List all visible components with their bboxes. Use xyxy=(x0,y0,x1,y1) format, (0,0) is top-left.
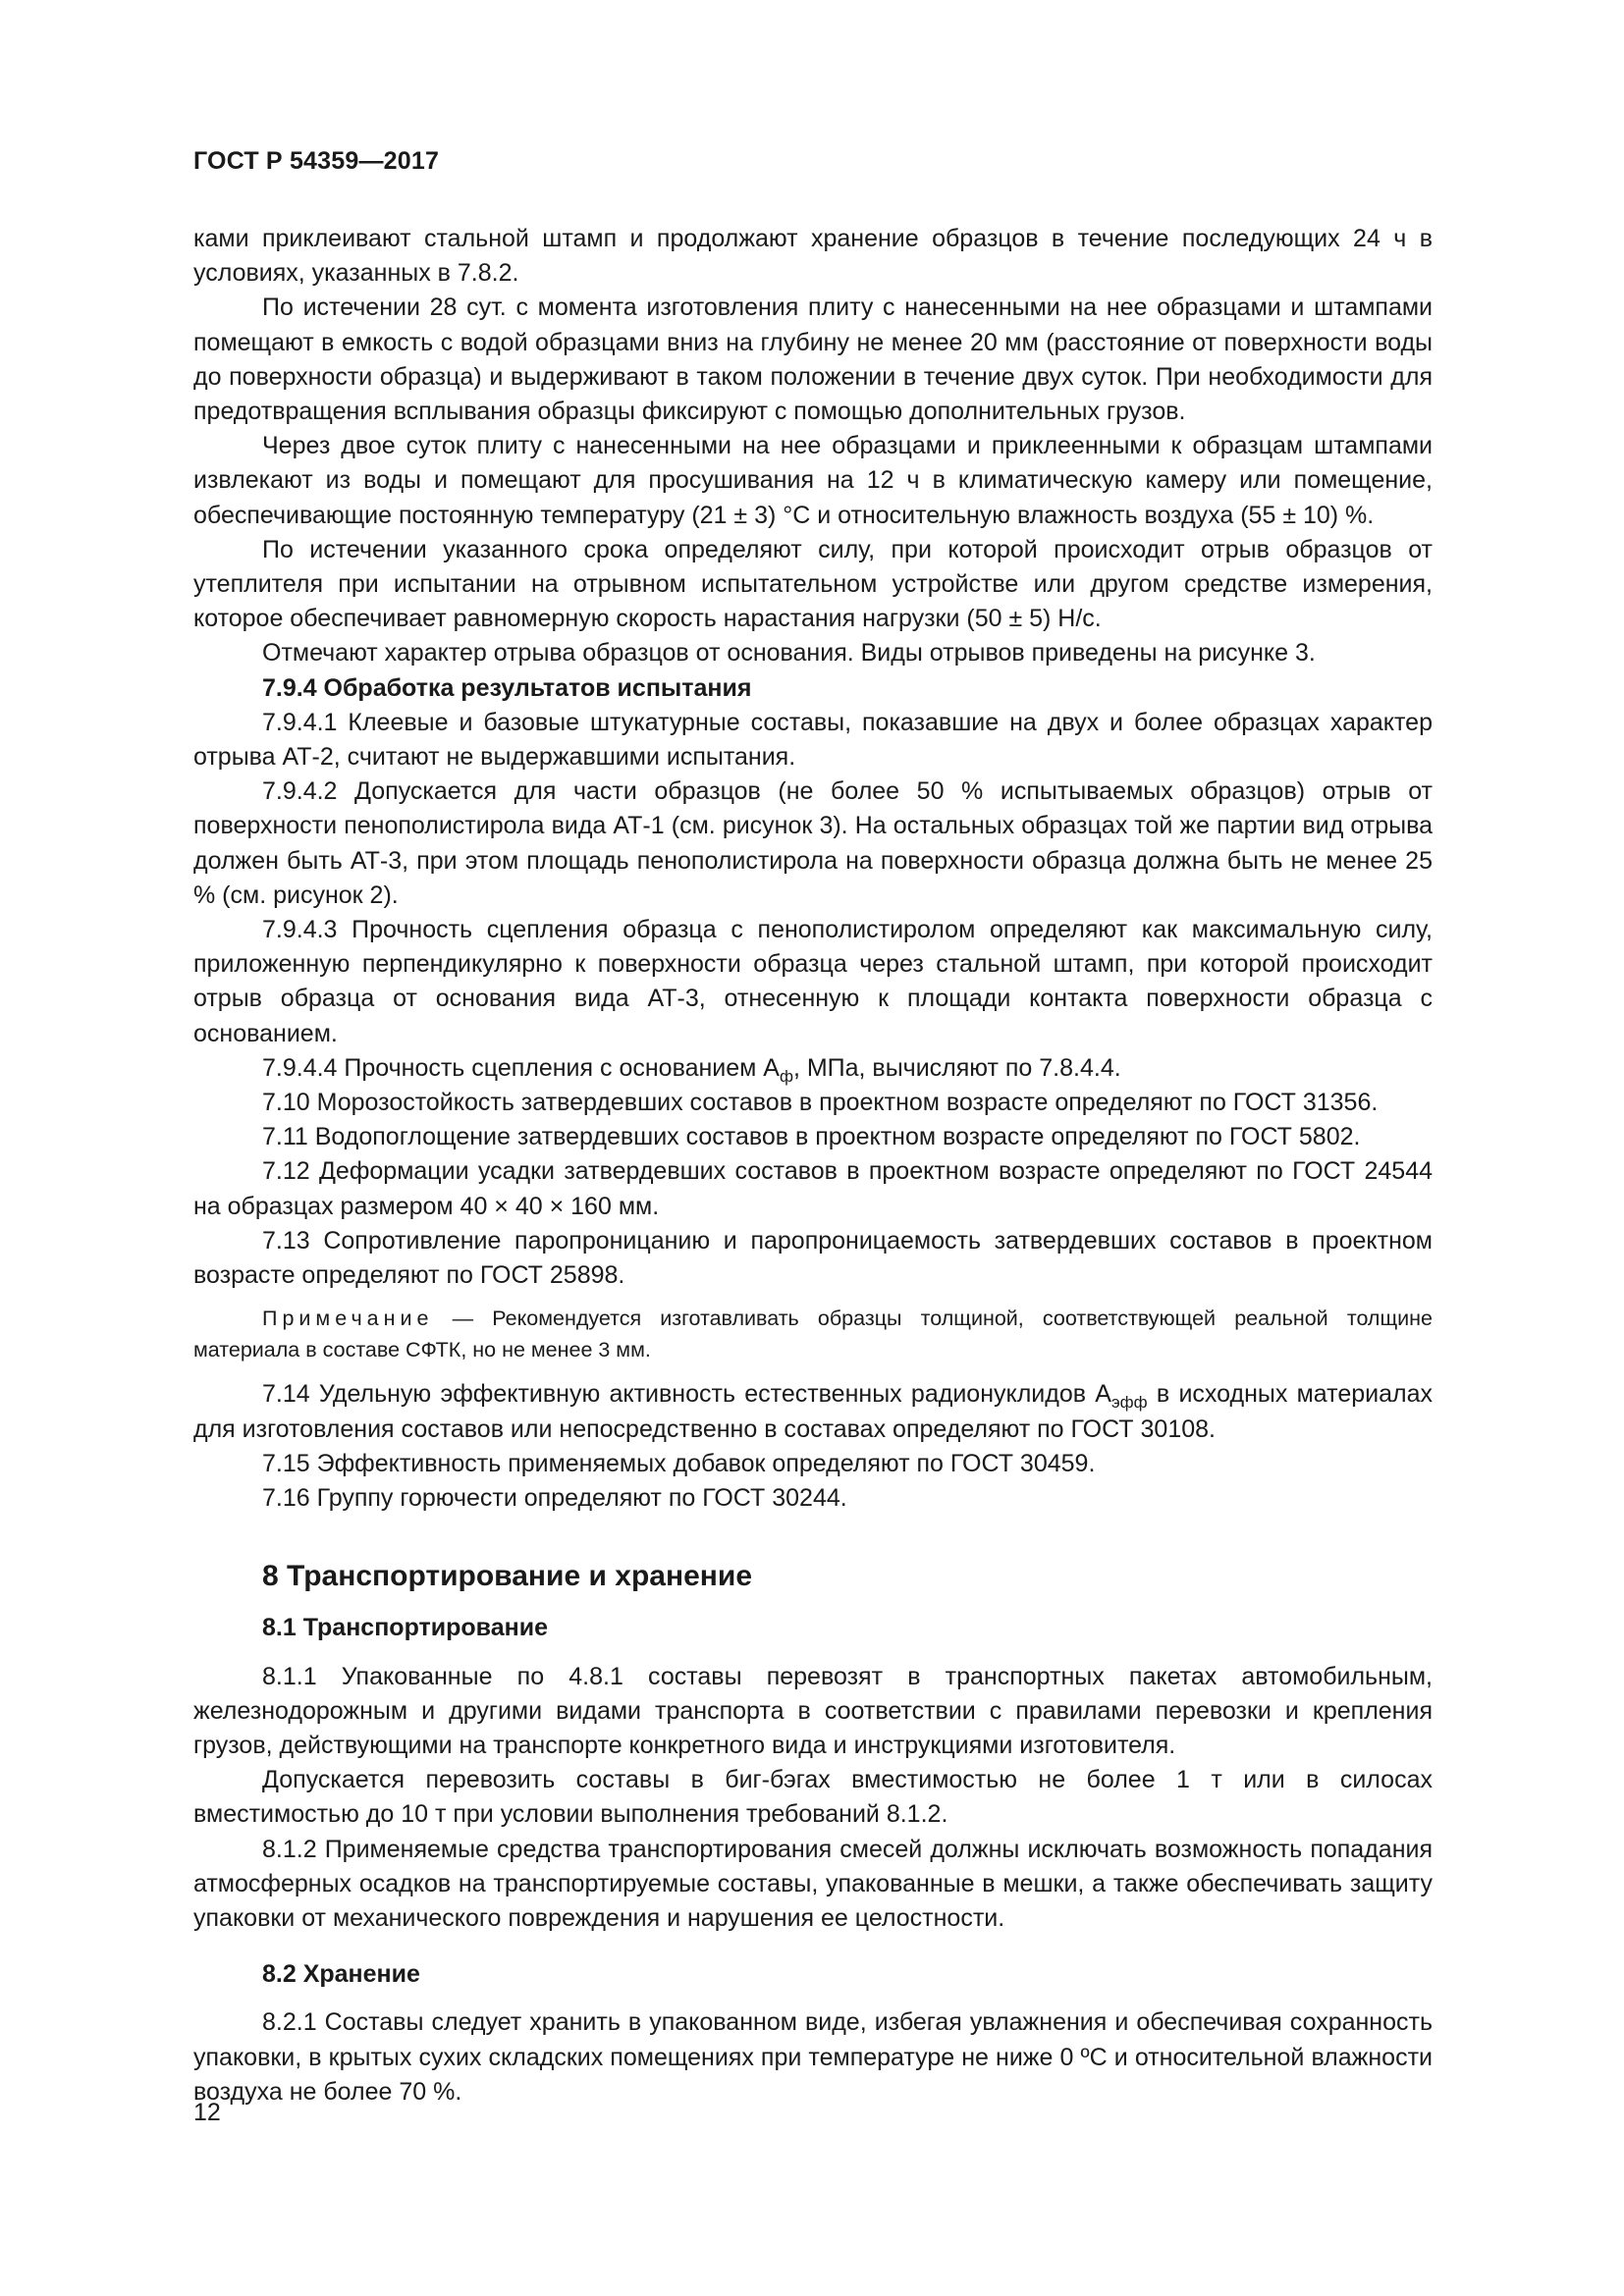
paragraph-7-11: 7.11 Водопоглощение затвердевших составов в проектном возрасте определяют по ГОСТ 5802. xyxy=(262,1123,1361,1151)
paragraph-7-16: 7.16 Группу горючести определяют по ГОСТ 30244. xyxy=(262,1483,847,1512)
paragraph-7-9-4-2: 7.9.4.2 Допускается для части образцов (не более 50 % испытываемых образцов) отрыв от поверхности пенополистирола вида АТ-1 (см. рисунок 3). На остальных образцах той же партии вид отрыва должен быть АТ-3, при этом площадь пенополистирола на поверхности образца должна быть не менее 25 % (см. рисунок 2). xyxy=(193,777,1433,909)
paragraph-8-2-1: 8.2.1 Составы следует хранить в упакованном виде, избегая увлажнения и обеспечивая сохранность упаковки, в крытых сухих складских помещениях при температуре не ниже 0 ºС и относительной влажности воздуха не более 70 %. xyxy=(193,2008,1433,2106)
paragraph-7-14: 7.14 Удельную эффективную активность естественных радионуклидов $А_{эфф}$ в исходных материалах для изготовления составов или непосредственно в составах определяют по ГОСТ 30108. xyxy=(193,1380,1433,1443)
paragraph-7-9-4-1: 7.9.4.1 Клеевые и базовые штукатурные составы, показавшие на двух и более образцах характер отрыва АТ-2, считают не выдержавшими испытания. xyxy=(193,708,1433,772)
paragraph-28-days: По истечении 28 сут. с момента изготовления плиту с нанесенными на нее образцами и штампами помещают в емкость с водой образцами вниз на глубину не менее 20 мм (расстояние от поверхности воды до поверхности образца) и выдерживают в таком положении в течение двух суток. При необходимости для предотвращения всплывания образцы фиксируют с помощью дополнительных грузов. xyxy=(193,294,1433,426)
paragraph-force: По истечении указанного срока определяют силу, при которой происходит отрыв образцов от утеплителя при испытании на отрывном испытательном устройстве или другом средстве измерения, которое обеспечивает равномерную скорость нарастания нагрузки (50 ± 5) Н/с. xyxy=(193,535,1433,633)
document-code: ГОСТ Р 54359—2017 xyxy=(193,147,440,175)
subscript-eff: эфф xyxy=(1110,1393,1148,1413)
document-body xyxy=(193,222,1433,2109)
paragraph-big-bag: Допускается перевозить составы в биг-бэгах вместимостью не более 1 т или в силосах вместимостью до 10 т при условии выполнения требований 8.1.2. xyxy=(193,1766,1433,1829)
section-8-title: 8 Транспортирование и хранение xyxy=(262,1560,753,1593)
note xyxy=(193,1303,1433,1365)
paragraph-mark-type: Отмечают характер отрыва образцов от основания. Виды отрывов приведены на рисунке 3. xyxy=(262,639,1316,667)
paragraph-7-13: 7.13 Сопротивление паропроницанию и паропроницаемость затвердевших составов в проектном возрасте определяют по ГОСТ 25898. xyxy=(193,1226,1433,1290)
heading-8-1: 8.1 Транспортирование xyxy=(262,1614,548,1642)
note-label: Примечание xyxy=(262,1307,434,1331)
paragraph-7-12: 7.12 Деформации усадки затвердевших составов в проектном возрасте определяют по ГОСТ 24544 на образцах размером 40 × 40 × 160 мм. xyxy=(193,1157,1433,1220)
paragraph-7-9-4-4: 7.9.4.4 Прочность сцепления с основанием $А_ф$, МПа, вычисляют по 7.8.4.4. xyxy=(262,1053,1121,1086)
subscript-f: ф xyxy=(779,1066,793,1086)
paragraph-drying: Через двое суток плиту с нанесенными на нее образцами и приклеенными к образцам штампами извлекают из воды и помещают для просушивания на 12 ч в климатическую камеру или помещение, обеспечивающие постоянную температуру (21 ± 3) °С и относительную влажность воздуха (55 ± 10) %. xyxy=(193,432,1433,529)
paragraph-8-1-1: 8.1.1 Упакованные по 4.8.1 составы перевозят в транспортных пакетах автомобильным, железнодорожным и другими видами транспорта в соответствии с правилами перевозки и крепления грузов, действующими на транспорте конкретного вида и инструкциями изготовителя. xyxy=(193,1662,1433,1759)
paragraph-7-9-4-3: 7.9.4.3 Прочность сцепления образца с пенополистиролом определяют как максимальную силу, приложенную перпендикулярно к поверхности образца через стальной штамп, при которой происходит отрыв образца от основания вида АТ-3, отнесенную к площади контакта поверхности образца с основанием. xyxy=(193,916,1433,1047)
heading-8-2: 8.2 Хранение xyxy=(262,1960,420,1989)
heading-7-9-4: 7.9.4 Обработка результатов испытания xyxy=(262,673,752,702)
page-number: 12 xyxy=(193,2099,221,2126)
paragraph-7-15: 7.15 Эффективность применяемых добавок определяют по ГОСТ 30459. xyxy=(262,1449,1096,1477)
paragraph-8-1-2: 8.1.2 Применяемые средства транспортирования смесей должны исключать возможность попадания атмосферных осадков на транспортируемые составы, упакованные в мешки, а также обеспечивать защиту упаковки от механического повреждения и нарушения ее целостности. xyxy=(193,1835,1433,1932)
paragraph-continuation: ками приклеивают стальной штамп и продолжают хранение образцов в течение последующих 24 ч в условиях, указанных в 7.8.2. xyxy=(193,225,1433,288)
note-text: — Рекомендуется изготавливать образцы толщиной, соответствующей реальной толщине материала в составе СФТК, но не менее 3 мм. xyxy=(193,1307,1433,1362)
paragraph-7-10: 7.10 Морозостойкость затвердевших составов в проектном возрасте определяют по ГОСТ 31356. xyxy=(262,1089,1379,1117)
